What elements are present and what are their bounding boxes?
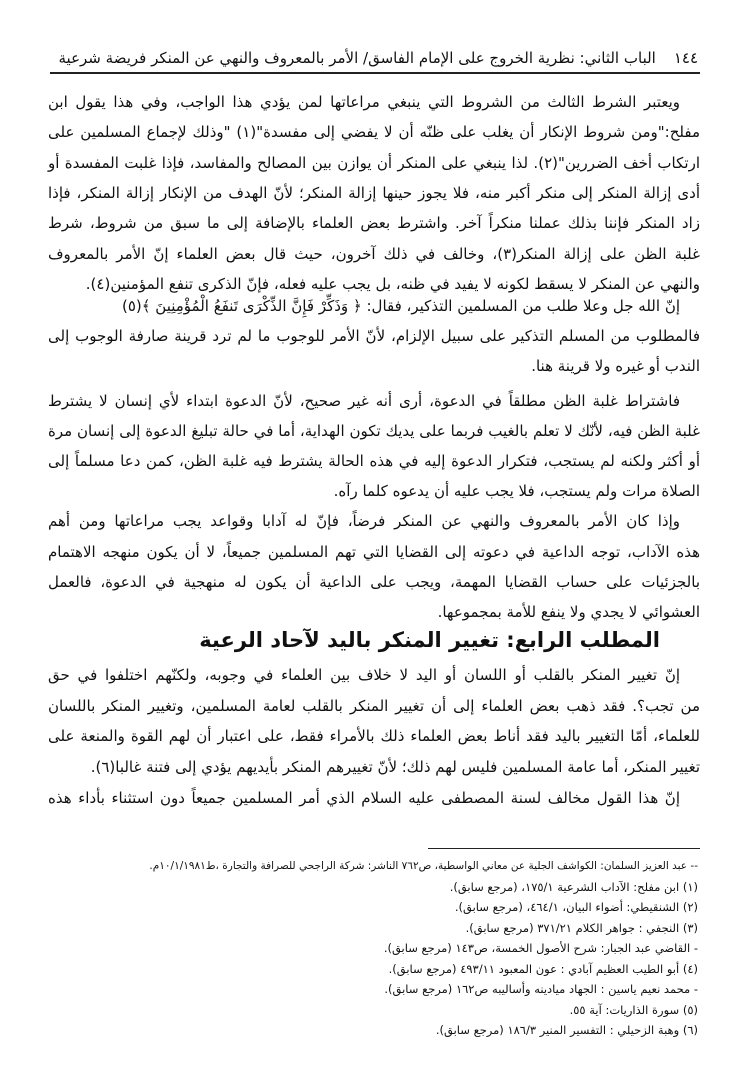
footnote: - محمد نعيم ياسين : الجهاد ميادينه وأساليبه ص١٦٢ (مرجع سابق). xyxy=(384,982,698,996)
text-line: والنهي عن المنكر لا يسقط لكونه لا يفيد في ظنه، بل يجب عليه فعله، فإنّ الذكرى تنفع المؤمنين(٤). xyxy=(85,275,700,293)
footnote-rule xyxy=(428,848,700,849)
text-line: إنّ الله جل وعلا طلب من المسلمين التذكير، فقال: ﴿ وَذَكِّرْ فَإِنَّ الذِّكْرَى تَنفَعُ الْمُؤْمِنِينَ ﴾(٥) xyxy=(121,297,680,315)
text-line: الندب أو غيره ولا قرينة هنا. xyxy=(531,357,700,375)
text-line: غلبة الظن فيه، لأنّك لا تعلم بالغيب فربما على يديك تكون الهداية، أما في حالة تبليغ الدعوة إلى إنسان مرة xyxy=(48,422,700,440)
text-line: العشوائي لا يجدي ولا ينفع للأمة بمجموعها. xyxy=(437,603,700,621)
text-line: تغيير المنكر، أما عامة المسلمين فليس لهم ذلك؛ لأنّ تغييرهم المنكر بأيديهم يؤدي إلى فتنة غالبا(٦). xyxy=(90,758,700,776)
text-line: مفلح:"ومن شروط الإنكار أن يغلب على ظنّه أن لا يفضي إلى مفسدة"(١) "وذلك لإجماع المسلمين على xyxy=(48,123,700,141)
text-line: بالجزئيات على حساب القضايا المهمة، ويجب على الداعية أن يكون له منهجية في الدعوة، فالعمل xyxy=(48,573,700,591)
footnote: -- عبد العزيز السلمان: الكواشف الجلية عن معاني الواسطية، ص٧٦٢ الناشر: شركة الراجحي للصرافة والتجارة ،ط١٠/١/١٩٨١م. xyxy=(149,860,698,872)
text-line: أدى إزالة المنكر إلى منكر أكبر منه، فلا يجوز حينها إزالة المنكر؛ لأنّ الهدف من الإنكار إزالة المنكر، فإذا xyxy=(48,184,700,202)
text-line: فاشتراط غلبة الظن مطلقاً في الدعوة، أرى أنه غير صحيح، لأنّ الدعوة ابتداء لأي إنسان لا يشترط xyxy=(48,392,680,410)
text-line: إنّ هذا القول مخالف لسنة المصطفى عليه السلام الذي أمر المسلمين جميعاً دون استثناء بأداء هذه xyxy=(48,789,680,807)
text-line: إنّ تغيير المنكر بالقلب أو اللسان أو اليد لا خلاف بين العلماء في وجوبه، ولكنّهم اختلفوا في حق xyxy=(48,666,680,684)
running-title: الباب الثاني: نظرية الخروج على الإمام الفاسق/ الأمر بالمعروف والنهي عن المنكر فريضة شرعية xyxy=(58,49,656,67)
section-heading: المطلب الرابع: تغيير المنكر باليد لآحاد الرعية xyxy=(199,628,660,652)
text-line: الصلاة مرات ولم يستجب، فلا يجب عليه أن يدعوه كلما رآه. xyxy=(333,482,700,500)
footnote: (١) ابن مفلح: الآداب الشرعية ١٧٥/١، (مرجع سابق). xyxy=(449,879,698,894)
text-line: ارتكاب أخف الضررين"(٢). لذا ينبغي على المنكر أن يوازن بين المصالح والمفاسد، فإذا غلبت المفسدة أو xyxy=(48,154,700,172)
text-line: للعلماء، أمّا التغيير باليد فقد أناط بعض العلماء ذلك بالأمراء فقط، على اعتبار أن لهم القوة والمنعة على xyxy=(48,727,700,745)
text-line: هذه الآداب، توجه الداعية في دعوته إلى القضايا التي تهم المسلمين جميعاً، لا أن يكون منهجه الاهتمام xyxy=(48,543,700,561)
footnote: - القاضي عبد الجبار: شرح الأصول الخمسة، ص١٤٣ (مرجع سابق). xyxy=(383,941,698,955)
text-line: فالمطلوب من المسلم التذكير على سبيل الإلزام، لأنّ الأمر للوجوب ما لم ترد قرينة صارفة الوجوب إلى xyxy=(48,327,700,345)
running-header xyxy=(52,46,698,70)
text-line: وإذا كان الأمر بالمعروف والنهي عن المنكر فرضاً، فإنّ له آدابا وقواعد يجب مراعاتها ومن أهم xyxy=(48,512,680,530)
footnote: (٣) النجفي : جواهر الكلام ٣٧١/٢١ (مرجع سابق). xyxy=(465,920,698,935)
footnote: (٤) أبو الطيب العظيم آبادي : عون المعبود ٤٩٣/١١ (مرجع سابق). xyxy=(388,961,698,976)
text-line: من تجب؟. فقد ذهب بعض العلماء إلى أن تغيير المنكر بالقلب لعامة المسلمين، وتغيير المنكر باللسان xyxy=(48,697,700,715)
text-line: زاد المنكر فإننا بذلك عملنا منكراً آخر. واشترط بعض العلماء بالإضافة إلى ما سبق من شروط، شرط xyxy=(48,214,700,232)
text-line: غلبة الظن على إزالة المنكر(٣)، وخالف في ذلك آخرون، حيث قال بعض العلماء إنّ الأمر بالمعروف xyxy=(48,245,700,263)
text-line: أو أكثر ولكنه لم يستجب، فتكرار الدعوة إليه في هذه الحالة يشترط فيه غلبة الظن، كمن دعا مسلماً إلى xyxy=(48,452,700,470)
footnote: (٥) سورة الذاريات: آية ٥٥. xyxy=(569,1002,698,1017)
page-number: ١٤٤ xyxy=(673,49,698,67)
footnote: (٢) الشنقيطي: أضواء البيان، ٤٦٤/١، (مرجع سابق). xyxy=(454,900,698,914)
footnote: (٦) وهبة الزحيلي : التفسير المنير ١٨٦/٣ (مرجع سابق). xyxy=(435,1023,698,1037)
text-line: ويعتبر الشرط الثالث من الشروط التي ينبغي مراعاتها لمن يؤدي هذا الواجب، وفي هذا يقول ابن xyxy=(48,93,680,111)
header-rule xyxy=(50,72,700,74)
